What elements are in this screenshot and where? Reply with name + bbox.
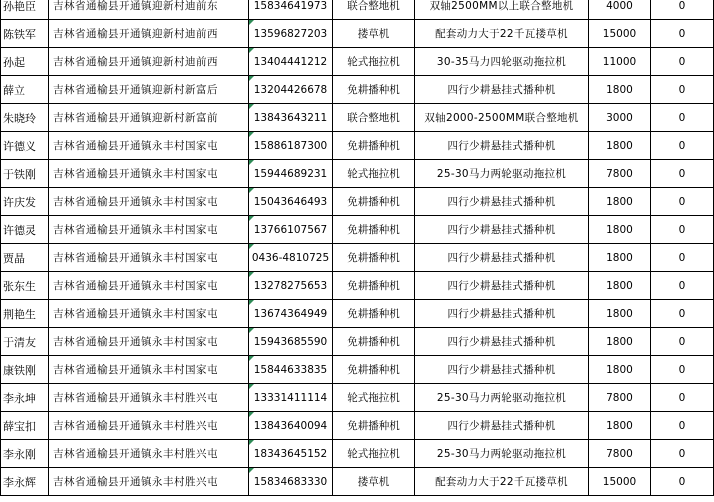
cell-address[interactable]: 吉林省通榆县开通镇永丰村胜兴屯 <box>49 440 249 468</box>
cell-machine-type[interactable]: 轮式拖拉机 <box>333 384 415 412</box>
table-row <box>1 300 714 328</box>
cell-indicator-icon <box>249 468 254 473</box>
cell-indicator-icon <box>249 300 254 305</box>
cell-phone-text: 15043646493 <box>253 195 328 208</box>
table-row <box>1 328 714 356</box>
cell-amount[interactable]: 11000 <box>589 48 651 76</box>
cell-machine-spec[interactable]: 四行少耕悬挂式播种机 <box>415 188 589 216</box>
cell-machine-spec[interactable]: 四行少耕悬挂式播种机 <box>415 356 589 384</box>
cell-phone-text: 13404441212 <box>253 55 328 68</box>
cell-indicator-icon <box>249 48 254 53</box>
cell-phone[interactable] <box>249 160 333 188</box>
cell-phone-text: 0436-4810725 <box>251 251 330 264</box>
cell-extra[interactable]: 0 <box>651 272 714 300</box>
cell-address[interactable]: 吉林省通榆县开通镇迎新村迪前西 <box>49 48 249 76</box>
cell-machine-type[interactable]: 免耕播种机 <box>333 188 415 216</box>
table-body <box>1 0 714 496</box>
cell-machine-spec[interactable]: 配套动力大于22千瓦搂草机 <box>415 468 589 496</box>
cell-extra[interactable]: 0 <box>651 468 714 496</box>
cell-machine-type[interactable]: 免耕播种机 <box>333 76 415 104</box>
cell-machine-type[interactable]: 搂草机 <box>333 468 415 496</box>
cell-amount[interactable]: 15000 <box>589 20 651 48</box>
cell-phone-text: 13278275653 <box>253 279 328 292</box>
table-row <box>1 440 714 468</box>
cell-machine-type[interactable]: 联合整地机 <box>333 104 415 132</box>
cell-phone-text: 13331411114 <box>253 391 328 404</box>
cell-address[interactable]: 吉林省通榆县开通镇永丰村国家屯 <box>49 272 249 300</box>
table-row <box>1 188 714 216</box>
cell-amount[interactable]: 4000 <box>589 0 651 20</box>
cell-extra[interactable]: 0 <box>651 0 714 20</box>
cell-machine-type[interactable]: 轮式拖拉机 <box>333 160 415 188</box>
cell-amount[interactable]: 1800 <box>589 356 651 384</box>
table-row <box>1 76 714 104</box>
cell-machine-spec[interactable]: 四行少耕悬挂式播种机 <box>415 216 589 244</box>
cell-name[interactable]: 荆艳生 <box>1 300 49 328</box>
cell-phone-text: 13843640094 <box>253 419 328 432</box>
cell-indicator-icon <box>249 272 254 277</box>
cell-phone-text: 15834641973 <box>253 0 328 12</box>
cell-amount[interactable]: 1800 <box>589 300 651 328</box>
cell-phone-text: 13766107567 <box>253 223 328 236</box>
cell-machine-spec[interactable]: 四行少耕悬挂式播种机 <box>415 272 589 300</box>
cell-phone-text: 13204426678 <box>253 83 328 96</box>
cell-name[interactable]: 于铁刚 <box>1 160 49 188</box>
cell-machine-spec[interactable]: 四行少耕悬挂式播种机 <box>415 244 589 272</box>
cell-indicator-icon <box>249 412 254 417</box>
cell-phone[interactable] <box>249 76 333 104</box>
cell-address[interactable]: 吉林省通榆县开通镇永丰村国家屯 <box>49 328 249 356</box>
cell-name[interactable]: 许德灵 <box>1 216 49 244</box>
cell-machine-spec[interactable]: 双轴2500MM以上联合整地机 <box>415 0 589 20</box>
cell-machine-type[interactable]: 轮式拖拉机 <box>333 440 415 468</box>
cell-machine-spec[interactable]: 四行少耕悬挂式播种机 <box>415 76 589 104</box>
cell-phone[interactable] <box>249 440 333 468</box>
cell-amount[interactable]: 1800 <box>589 132 651 160</box>
cell-machine-type[interactable]: 免耕播种机 <box>333 272 415 300</box>
table-row <box>1 104 714 132</box>
cell-address[interactable]: 吉林省通榆县开通镇永丰村国家屯 <box>49 132 249 160</box>
cell-amount[interactable]: 1800 <box>589 76 651 104</box>
cell-address[interactable]: 吉林省通榆县开通镇永丰村国家屯 <box>49 188 249 216</box>
cell-machine-type[interactable]: 免耕播种机 <box>333 356 415 384</box>
cell-machine-spec[interactable]: 25-30马力两轮驱动拖拉机 <box>415 384 589 412</box>
cell-amount[interactable]: 1800 <box>589 272 651 300</box>
cell-machine-spec[interactable]: 25-30马力两轮驱动拖拉机 <box>415 440 589 468</box>
cell-phone[interactable] <box>249 412 333 440</box>
cell-name[interactable]: 李永刚 <box>1 440 49 468</box>
cell-address[interactable]: 吉林省通榆县开通镇永丰村国家屯 <box>49 300 249 328</box>
cell-address[interactable]: 吉林省通榆县开通镇永丰村国家屯 <box>49 216 249 244</box>
cell-extra[interactable]: 0 <box>651 160 714 188</box>
cell-machine-type[interactable]: 轮式拖拉机 <box>333 48 415 76</box>
cell-name[interactable]: 李永坤 <box>1 384 49 412</box>
cell-amount[interactable]: 1800 <box>589 244 651 272</box>
table-row <box>1 272 714 300</box>
table-row <box>1 0 714 20</box>
cell-phone-text: 15886187300 <box>253 139 328 152</box>
cell-name[interactable]: 于清友 <box>1 328 49 356</box>
cell-amount[interactable]: 1800 <box>589 216 651 244</box>
cell-indicator-icon <box>249 76 254 81</box>
cell-machine-spec[interactable]: 30-35马力四轮驱动拖拉机 <box>415 48 589 76</box>
cell-phone[interactable] <box>249 20 333 48</box>
cell-phone[interactable] <box>249 0 333 20</box>
cell-phone-text: 18343645152 <box>253 447 328 460</box>
cell-machine-type[interactable]: 免耕播种机 <box>333 132 415 160</box>
cell-machine-type[interactable]: 免耕播种机 <box>333 300 415 328</box>
cell-machine-type[interactable]: 免耕播种机 <box>333 244 415 272</box>
cell-phone-text: 13843643211 <box>253 111 328 124</box>
cell-machine-spec[interactable]: 四行少耕悬挂式播种机 <box>415 328 589 356</box>
table-row <box>1 48 714 76</box>
cell-address[interactable]: 吉林省通榆县开通镇永丰村胜兴屯 <box>49 384 249 412</box>
cell-name[interactable]: 孙起 <box>1 48 49 76</box>
table-row <box>1 160 714 188</box>
cell-name[interactable]: 贾晶 <box>1 244 49 272</box>
cell-machine-spec[interactable]: 双轴2000-2500MM联合整地机 <box>415 104 589 132</box>
cell-phone[interactable] <box>249 132 333 160</box>
cell-indicator-icon <box>249 20 254 25</box>
cell-address[interactable]: 吉林省通榆县开通镇永丰村国家屯 <box>49 160 249 188</box>
cell-address[interactable]: 吉林省通榆县开通镇迎新村新富后 <box>49 76 249 104</box>
cell-indicator-icon <box>249 244 254 249</box>
cell-machine-type[interactable]: 搂草机 <box>333 20 415 48</box>
cell-phone[interactable] <box>249 104 333 132</box>
cell-extra[interactable]: 0 <box>651 300 714 328</box>
cell-phone[interactable] <box>249 356 333 384</box>
cell-phone-text: 13674364949 <box>253 307 328 320</box>
cell-amount[interactable]: 15000 <box>589 468 651 496</box>
cell-phone[interactable] <box>249 468 333 496</box>
cell-name[interactable]: 李永辉 <box>1 468 49 496</box>
cell-amount[interactable]: 1800 <box>589 328 651 356</box>
cell-phone[interactable] <box>249 216 333 244</box>
cell-address[interactable]: 吉林省通榆县开通镇永丰村国家屯 <box>49 244 249 272</box>
table-row <box>1 384 714 412</box>
cell-amount[interactable]: 1800 <box>589 412 651 440</box>
cell-machine-spec[interactable]: 四行少耕悬挂式播种机 <box>415 300 589 328</box>
cell-phone[interactable] <box>249 300 333 328</box>
cell-extra[interactable]: 0 <box>651 216 714 244</box>
cell-phone[interactable] <box>249 48 333 76</box>
cell-extra[interactable]: 0 <box>651 328 714 356</box>
table-row <box>1 20 714 48</box>
cell-name[interactable]: 康铁刚 <box>1 356 49 384</box>
cell-address[interactable]: 吉林省通榆县开通镇迎新村新富前 <box>49 104 249 132</box>
cell-phone-text: 13596827203 <box>253 27 328 40</box>
table-row <box>1 356 714 384</box>
cell-extra[interactable]: 0 <box>651 356 714 384</box>
cell-indicator-icon <box>249 440 254 445</box>
cell-extra[interactable]: 0 <box>651 20 714 48</box>
cell-indicator-icon <box>249 132 254 137</box>
cell-extra[interactable]: 0 <box>651 412 714 440</box>
cell-machine-type[interactable]: 免耕播种机 <box>333 216 415 244</box>
cell-phone[interactable] <box>249 188 333 216</box>
cell-address[interactable]: 吉林省通榆县开通镇迎新村迪前西 <box>49 20 249 48</box>
cell-phone-text: 15943685590 <box>253 335 328 348</box>
cell-amount[interactable]: 7800 <box>589 384 651 412</box>
cell-indicator-icon <box>249 356 254 361</box>
table-row <box>1 468 714 496</box>
cell-amount[interactable]: 7800 <box>589 440 651 468</box>
cell-extra[interactable]: 0 <box>651 440 714 468</box>
table-row <box>1 412 714 440</box>
cell-machine-spec[interactable]: 25-30马力两轮驱动拖拉机 <box>415 160 589 188</box>
cell-phone-text: 15844633835 <box>253 363 328 376</box>
cell-indicator-icon <box>249 384 254 389</box>
cell-phone-text: 15834683330 <box>253 475 328 488</box>
cell-amount[interactable]: 3000 <box>589 104 651 132</box>
cell-machine-spec[interactable]: 配套动力大于22千瓦搂草机 <box>415 20 589 48</box>
cell-phone[interactable] <box>249 244 333 272</box>
cell-extra[interactable]: 0 <box>651 132 714 160</box>
cell-name[interactable]: 张东生 <box>1 272 49 300</box>
cell-name[interactable]: 薛宝扣 <box>1 412 49 440</box>
cell-amount[interactable]: 1800 <box>589 188 651 216</box>
cell-phone[interactable] <box>249 384 333 412</box>
cell-address[interactable]: 吉林省通榆县开通镇永丰村胜兴屯 <box>49 412 249 440</box>
cell-name[interactable]: 陈铁军 <box>1 20 49 48</box>
cell-indicator-icon <box>249 104 254 109</box>
cell-extra[interactable]: 0 <box>651 188 714 216</box>
cell-machine-type[interactable]: 免耕播种机 <box>333 412 415 440</box>
cell-name[interactable]: 薛立 <box>1 76 49 104</box>
cell-name[interactable]: 朱晓玲 <box>1 104 49 132</box>
cell-phone[interactable] <box>249 272 333 300</box>
cell-machine-spec[interactable]: 四行少耕悬挂式播种机 <box>415 412 589 440</box>
cell-indicator-icon <box>249 328 254 333</box>
cell-machine-type[interactable]: 联合整地机 <box>333 0 415 20</box>
cell-amount[interactable]: 7800 <box>589 160 651 188</box>
cell-extra[interactable]: 0 <box>651 244 714 272</box>
cell-extra[interactable]: 0 <box>651 76 714 104</box>
cell-address[interactable]: 吉林省通榆县开通镇永丰村国家屯 <box>49 356 249 384</box>
cell-machine-spec[interactable]: 四行少耕悬挂式播种机 <box>415 132 589 160</box>
cell-phone-text: 15944689231 <box>253 167 328 180</box>
cell-indicator-icon <box>249 188 254 193</box>
table-row <box>1 132 714 160</box>
cell-address[interactable]: 吉林省通榆县开通镇永丰村胜兴屯 <box>49 468 249 496</box>
table-row <box>1 244 714 272</box>
cell-name[interactable]: 许庆发 <box>1 188 49 216</box>
cell-machine-type[interactable]: 免耕播种机 <box>333 328 415 356</box>
cell-indicator-icon <box>249 216 254 221</box>
cell-extra[interactable]: 0 <box>651 384 714 412</box>
cell-extra[interactable]: 0 <box>651 104 714 132</box>
table-row <box>1 216 714 244</box>
cell-extra[interactable]: 0 <box>651 48 714 76</box>
cell-name[interactable]: 许德义 <box>1 132 49 160</box>
cell-address[interactable]: 吉林省通榆县开通镇迎新村迪前东 <box>49 0 249 20</box>
cell-indicator-icon <box>249 160 254 165</box>
cell-phone[interactable] <box>249 328 333 356</box>
cell-name[interactable]: 孙艳臣 <box>1 0 49 20</box>
